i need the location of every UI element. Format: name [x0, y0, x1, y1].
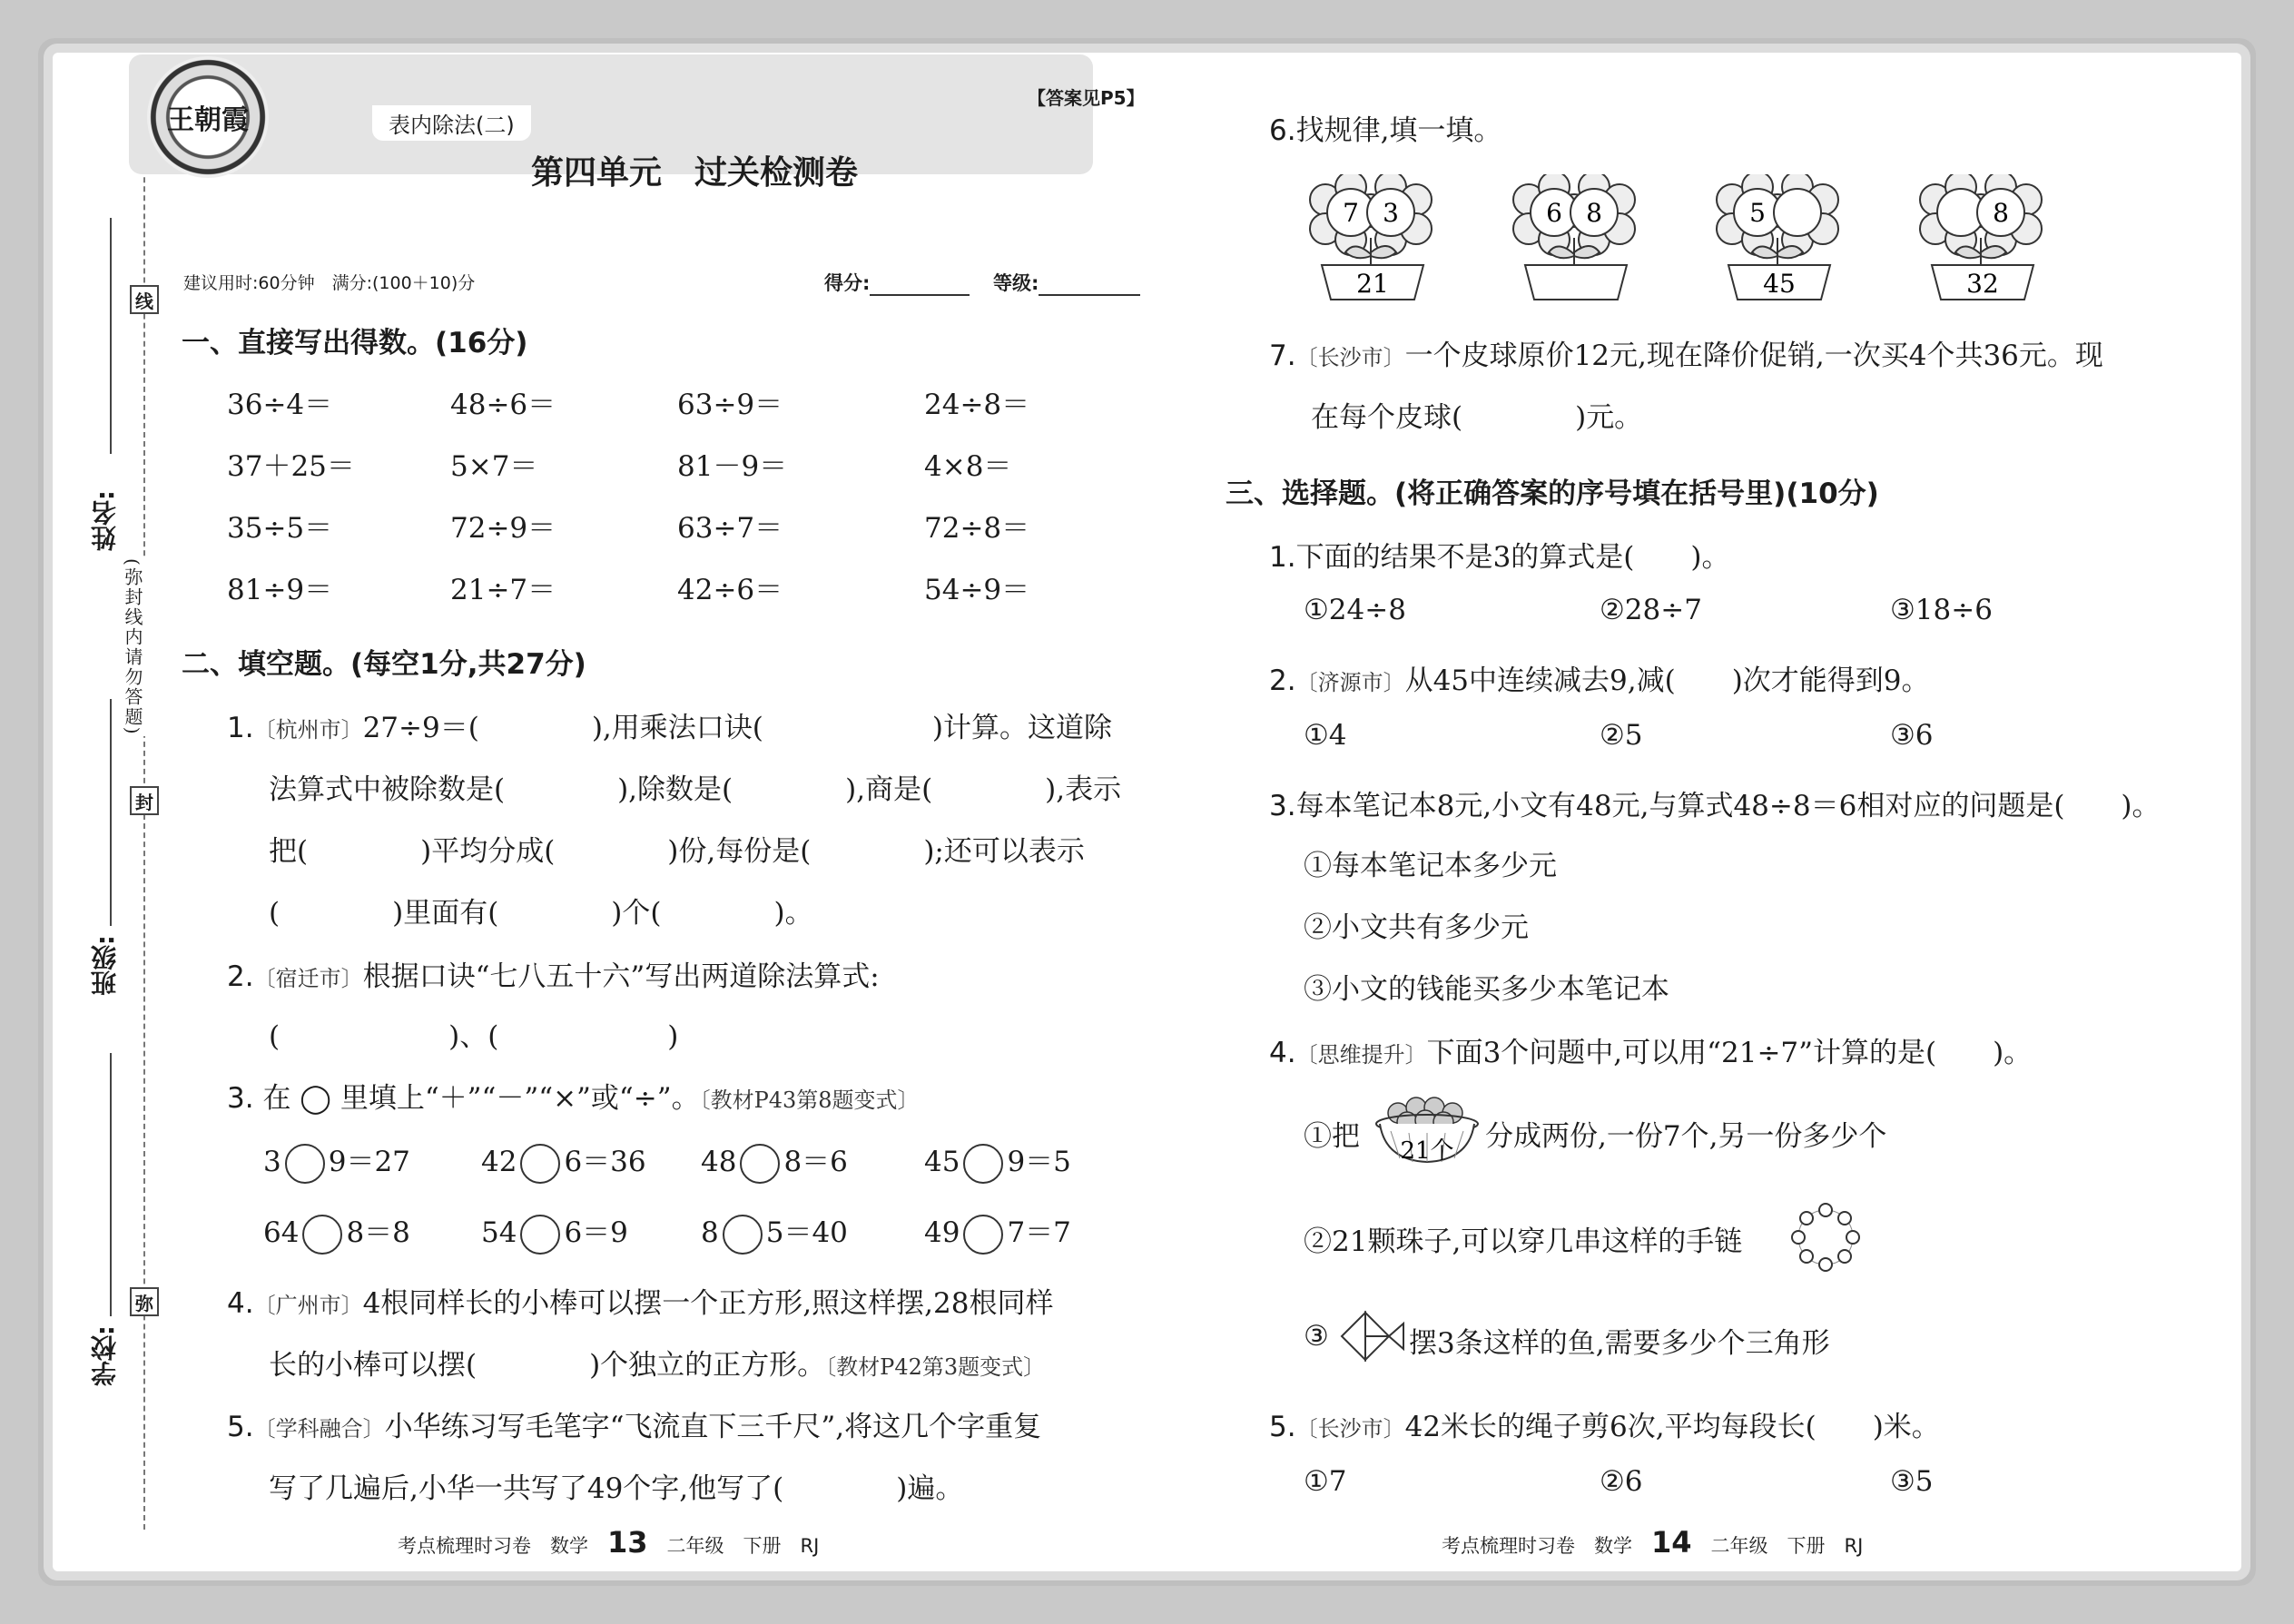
- q2-4-line2: [269, 1342, 1045, 1383]
- page-title: 第四单元 过关检测卷: [531, 154, 859, 192]
- calc-item: 72÷9＝: [450, 512, 556, 545]
- op-right: 5＝40: [765, 1216, 848, 1249]
- logo-text: 王朝霞: [167, 104, 249, 136]
- sec1-heading: 一、直接写出得数。(16分): [182, 327, 528, 359]
- q-text: 42米长的绳子剪6次,平均每段长( )米。: [1404, 1411, 1940, 1443]
- q2-3-line1: [227, 1075, 920, 1116]
- calc-item: 42÷6＝: [677, 574, 783, 606]
- option[interactable]: ①7: [1304, 1465, 1347, 1498]
- calc-item: 37＋25＝: [227, 450, 355, 483]
- op-item: [924, 1209, 1071, 1255]
- option-prefix: ①把: [1304, 1120, 1360, 1153]
- school-label: 学校:: [90, 1325, 120, 1387]
- flower-pot: [1503, 174, 1649, 305]
- option[interactable]: ②28÷7: [1600, 594, 1702, 626]
- q-num: 6.: [1269, 114, 1296, 147]
- q3-4-opt1[interactable]: [1304, 1113, 1360, 1154]
- q3-1-line: [1269, 534, 1730, 575]
- apple-basket-icon: [1373, 1086, 1482, 1171]
- op-left: 49: [924, 1216, 960, 1249]
- q3-5-line: [1269, 1403, 1940, 1444]
- q-num: 1.: [227, 712, 254, 744]
- q-tag: 〔思维提升〕: [1295, 1042, 1427, 1068]
- q2-4-line1: [227, 1280, 1053, 1321]
- q2-1-line3: 把( )平均分成( )份,每份是( );还可以表示: [269, 835, 1085, 868]
- q-ref: 〔教材P42第3题变式〕: [825, 1354, 1046, 1380]
- score-label: 得分:: [824, 272, 871, 294]
- calc-item: 81÷9＝: [227, 574, 333, 606]
- q3-2-line: [1269, 657, 1930, 698]
- q3-4-opt2[interactable]: ②21颗珠子,可以穿几串这样的手链: [1304, 1225, 1743, 1258]
- class-label: 班级:: [90, 935, 120, 997]
- op-item: [701, 1209, 848, 1255]
- flower-num-b: 3: [1383, 198, 1399, 228]
- calc-item: 21÷7＝: [450, 574, 556, 606]
- footer-right: [1442, 1525, 1863, 1560]
- q-num: 7.: [1269, 340, 1296, 372]
- q-tag: 〔长沙市〕: [1295, 345, 1405, 370]
- calc-item: 36÷4＝: [227, 389, 333, 421]
- option[interactable]: ②5: [1600, 719, 1643, 752]
- q-text: 27÷9＝( ),用乘法口诀( )计算。这道除: [362, 712, 1112, 744]
- footer-text: 二年级 下册 RJ: [666, 1535, 820, 1557]
- flower-num-a: 5: [1749, 198, 1766, 228]
- option[interactable]: ③小文的钱能买多少本笔记本: [1304, 973, 1669, 1006]
- publisher-logo: [147, 56, 269, 178]
- option[interactable]: ③6: [1890, 719, 1934, 752]
- q-text: 小华练习写毛笔字“飞流直下三千尺”,将这几个字重复: [384, 1411, 1042, 1443]
- option[interactable]: ②小文共有多少元: [1304, 911, 1529, 944]
- grade-label: 等级:: [993, 272, 1039, 294]
- bead-bracelet-icon: [1785, 1196, 1866, 1282]
- flower-num-a: 7: [1343, 198, 1359, 228]
- op-circle[interactable]: [285, 1144, 325, 1184]
- op-circle[interactable]: [740, 1144, 780, 1184]
- seal-box-feng: 封: [130, 786, 159, 815]
- grade-field: [993, 269, 1140, 296]
- q2-1-line2: 法算式中被除数是( ),除数是( ),商是( ),表示: [269, 773, 1122, 806]
- op-circle[interactable]: [963, 1144, 1003, 1184]
- q-num: 4.: [1269, 1037, 1296, 1069]
- q-text: 每本笔记本8元,小文有48元,与算式48÷8＝6相对应的问题是( )。: [1295, 790, 2161, 822]
- flower-num-b: 8: [1586, 198, 1602, 228]
- option[interactable]: ①4: [1304, 719, 1347, 752]
- calc-item: 4×8＝: [924, 450, 1012, 483]
- q2-1-line1: [227, 704, 1112, 745]
- q2-5-line2: 写了几遍后,小华一共写了49个字,他写了( )遍。: [269, 1472, 964, 1505]
- op-item: [263, 1209, 410, 1255]
- class-underline: [110, 699, 112, 926]
- q2-2-line2: ( )、( ): [269, 1020, 679, 1053]
- triangle-fish-icon: [1338, 1302, 1407, 1374]
- op-right: 9＝5: [1007, 1146, 1071, 1178]
- op-left: 54: [481, 1216, 517, 1249]
- calc-item: 72÷8＝: [924, 512, 1030, 545]
- q7-line2: 在每个皮球( )元。: [1311, 401, 1643, 434]
- q-num: 1.: [1269, 541, 1296, 574]
- op-right: 7＝7: [1007, 1216, 1071, 1249]
- flower-pot: [1910, 174, 2055, 305]
- option[interactable]: ②6: [1600, 1465, 1643, 1498]
- op-circle[interactable]: [963, 1215, 1003, 1255]
- q3-4-opt3[interactable]: [1304, 1320, 1329, 1353]
- calc-item: 5×7＝: [450, 450, 538, 483]
- op-item: [263, 1138, 410, 1184]
- q-num: 3.: [227, 1082, 254, 1115]
- score-field: [824, 269, 970, 296]
- q3-3-line: [1269, 782, 2161, 823]
- footer-left: [398, 1525, 819, 1560]
- answer-ref: 【答案见P5】: [1028, 87, 1145, 109]
- option[interactable]: ①每本笔记本多少元: [1304, 850, 1557, 882]
- q-num: 3.: [1269, 790, 1296, 822]
- q-tag: 〔广州市〕: [253, 1293, 363, 1318]
- q-text: 长的小棒可以摆( )个独立的正方形。: [269, 1349, 826, 1382]
- op-circle[interactable]: [723, 1215, 763, 1255]
- seal-note: (弥封线内请勿答题): [120, 558, 146, 736]
- q-num: 5.: [227, 1411, 254, 1443]
- pot-num: 45: [1763, 269, 1796, 299]
- op-left: 3: [263, 1146, 281, 1178]
- option[interactable]: ①24÷8: [1304, 594, 1406, 626]
- option[interactable]: ③5: [1890, 1465, 1934, 1498]
- op-item: [481, 1138, 646, 1184]
- page-number: 13: [607, 1525, 648, 1560]
- op-right: 6＝9: [564, 1216, 628, 1249]
- q-text: 下面的结果不是3的算式是( )。: [1295, 541, 1730, 574]
- option[interactable]: ③18÷6: [1890, 594, 1993, 626]
- q6-line: [1269, 107, 1501, 148]
- q2-5-line1: [227, 1403, 1041, 1444]
- q-text: 找规律,填一填。: [1295, 114, 1502, 147]
- op-right: 8＝8: [346, 1216, 410, 1249]
- calc-item: 35÷5＝: [227, 512, 333, 545]
- q7-line1: [1269, 332, 2103, 373]
- op-item: [481, 1209, 628, 1255]
- calc-item: 54÷9＝: [924, 574, 1030, 606]
- q-num: 5.: [1269, 1411, 1296, 1443]
- page-number: 14: [1651, 1525, 1692, 1560]
- op-left: 45: [924, 1146, 960, 1178]
- option-text: 分成两份,一份7个,另一份多少个: [1485, 1120, 1887, 1153]
- school-underline: [110, 1053, 112, 1316]
- q-num: 2.: [227, 960, 254, 993]
- op-circle[interactable]: [302, 1215, 342, 1255]
- pot-num: 32: [1966, 269, 1999, 299]
- op-right: 8＝6: [783, 1146, 848, 1178]
- op-right: 6＝36: [564, 1146, 646, 1178]
- q-tag: 〔长沙市〕: [1295, 1416, 1405, 1442]
- q3-4-line: [1269, 1029, 2032, 1070]
- q-text: 4根同样长的小棒可以摆一个正方形,照这样摆,28根同样: [362, 1287, 1054, 1320]
- q-ref: 〔教材P43第8题变式〕: [699, 1088, 920, 1113]
- op-circle[interactable]: [520, 1144, 560, 1184]
- op-item: [924, 1138, 1071, 1184]
- footer-text: 考点梳理时习卷 数学: [398, 1535, 588, 1557]
- q2-2-line1: [227, 953, 880, 994]
- flower-pot: [1707, 174, 1852, 305]
- basket-label: 21个: [1400, 1137, 1454, 1165]
- q-tag: 〔杭州市〕: [253, 717, 363, 743]
- op-left: 42: [481, 1146, 517, 1178]
- seal-box-mi: 弥: [130, 1287, 159, 1316]
- calc-item: 63÷7＝: [677, 512, 783, 545]
- pot-num: 21: [1356, 269, 1389, 299]
- footer-text: 考点梳理时习卷 数学: [1442, 1535, 1632, 1557]
- q2-1-line4: ( )里面有( )个( )。: [269, 897, 813, 930]
- name-underline: [110, 218, 112, 454]
- q-text: 一个皮球原价12元,现在降价促销,一次买4个共36元。现: [1404, 340, 2103, 372]
- q-tag: 〔学科融合〕: [253, 1416, 385, 1442]
- flower-pot: [1300, 174, 1445, 305]
- q-num: 4.: [227, 1287, 254, 1320]
- calc-item: 63÷9＝: [677, 389, 783, 421]
- flower-num-b: 8: [1993, 198, 2009, 228]
- sec2-heading: 二、填空题。(每空1分,共27分): [182, 648, 586, 681]
- option-prefix: ③: [1304, 1320, 1329, 1353]
- op-left: 8: [701, 1216, 719, 1249]
- calc-item: 24÷8＝: [924, 389, 1030, 421]
- op-left: 64: [263, 1216, 300, 1249]
- time-label: 建议用时:60分钟 满分:(100＋10)分: [183, 273, 476, 293]
- name-label: 姓名:: [90, 490, 120, 552]
- op-right: 9＝27: [328, 1146, 410, 1178]
- q-text: 根据口诀“七八五十六”写出两道除法算式:: [362, 960, 880, 993]
- unit-subtitle: 表内除法(二): [372, 105, 531, 141]
- seal-box-line: 线: [130, 285, 159, 314]
- op-item: [701, 1138, 848, 1184]
- option-text: 摆3条这样的鱼,需要多少个三角形: [1409, 1327, 1830, 1360]
- calc-item: 81－9＝: [677, 450, 788, 483]
- calc-item: 48÷6＝: [450, 389, 556, 421]
- op-circle[interactable]: [520, 1215, 560, 1255]
- sec3-heading: 三、选择题。(将正确答案的序号填在括号里)(10分): [1226, 477, 1879, 510]
- op-left: 48: [701, 1146, 737, 1178]
- q-tag: 〔济源市〕: [1295, 670, 1405, 695]
- q-tag: 〔宿迁市〕: [253, 966, 363, 991]
- q-num: 2.: [1269, 664, 1296, 697]
- q-text: 在 ◯ 里填上“＋”“－”“×”或“÷”。: [262, 1082, 700, 1115]
- q-text: 下面3个问题中,可以用“21÷7”计算的是( )。: [1426, 1037, 2033, 1069]
- flower-num-a: 6: [1546, 198, 1562, 228]
- footer-text: 二年级 下册 RJ: [1710, 1535, 1864, 1557]
- q-text: 从45中连续减去9,减( )次才能得到9。: [1404, 664, 1930, 697]
